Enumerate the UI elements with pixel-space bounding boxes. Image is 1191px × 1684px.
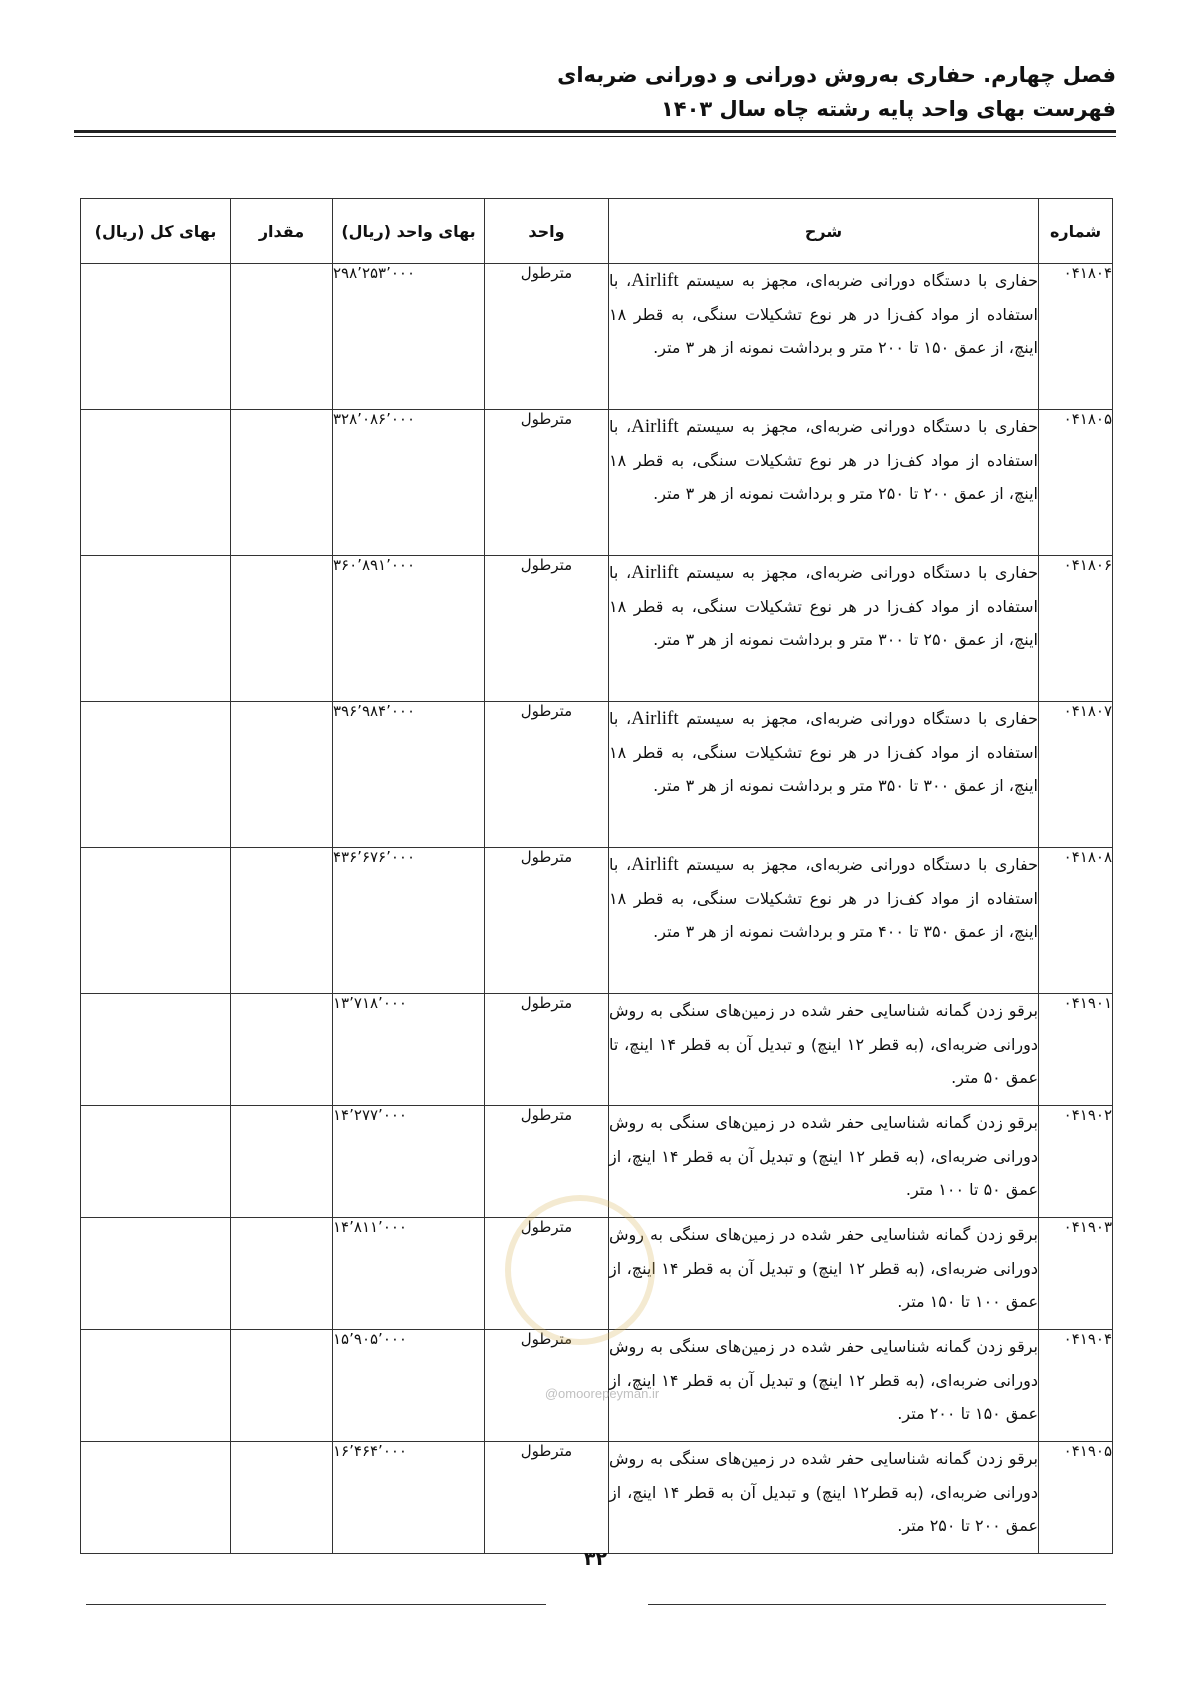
item-qty — [231, 556, 333, 702]
item-description: برقو زدن گمانه شناسایی حفر شده در زمین‌های سنگی به روش دورانی ضربه‌ای، (به قطر ۱۲ اینچ) و تبدیل آن به قطر ۱۴ اینچ، از عمق ۱۵۰ تا ۲۰۰ متر. — [609, 1330, 1039, 1442]
desc-latin: Airlift — [631, 270, 679, 291]
table-row — [81, 264, 1113, 410]
header-divider-thin — [74, 136, 1116, 137]
item-unit-price: ۱۴٬۸۱۱٬۰۰۰ — [333, 1218, 485, 1330]
item-qty — [231, 1106, 333, 1218]
column-header-unit-price: بهای واحد (ریال) — [333, 199, 485, 264]
item-unit-price: ۳۶۰٬۸۹۱٬۰۰۰ — [333, 556, 485, 702]
header-divider — [74, 130, 1116, 133]
item-total — [81, 702, 231, 848]
item-unit-price: ۴۳۶٬۶۷۶٬۰۰۰ — [333, 848, 485, 994]
column-header-qty: مقدار — [231, 199, 333, 264]
desc-text-cont: ، با استفاده از مواد کف‌زا در هر نوع تشکیلات سنگی، به قطر ۱۸ اینچ، از عمق ۳۵۰ تا ۴۰۰ متر و برداشت نمونه از هر ۳ متر. — [609, 855, 1038, 941]
watermark-seal-icon — [505, 1195, 655, 1345]
item-code: ۰۴۱۸۰۸ — [1039, 848, 1113, 994]
item-total — [81, 848, 231, 994]
item-code: ۰۴۱۹۰۲ — [1039, 1106, 1113, 1218]
item-unit-price: ۱۵٬۹۰۵٬۰۰۰ — [333, 1330, 485, 1442]
item-qty — [231, 1218, 333, 1330]
item-unit: مترطول — [485, 1218, 609, 1330]
item-unit-price: ۱۳٬۷۱۸٬۰۰۰ — [333, 994, 485, 1106]
price-table — [80, 198, 1113, 1554]
price-list-title: فهرست بهای واحد پایه رشته چاه سال ۱۴۰۳ — [660, 97, 1116, 121]
item-code: ۰۴۱۸۰۶ — [1039, 556, 1113, 702]
table-row — [81, 556, 1113, 702]
item-qty — [231, 1330, 333, 1442]
item-description — [609, 264, 1039, 410]
item-total — [81, 1106, 231, 1218]
column-header-code: شماره — [1039, 199, 1113, 264]
item-code: ۰۴۱۹۰۴ — [1039, 1330, 1113, 1442]
desc-text: حفاری با دستگاه دورانی ضربه‌ای، مجهز به سیستم — [678, 709, 1039, 728]
item-qty — [231, 264, 333, 410]
desc-latin: Airlift — [631, 416, 679, 437]
footer-divider-right — [648, 1604, 1106, 1605]
item-unit: مترطول — [485, 702, 609, 848]
item-qty — [231, 702, 333, 848]
footer-divider-left — [86, 1604, 546, 1605]
table-row — [81, 702, 1113, 848]
table-row — [81, 994, 1113, 1106]
page-header — [74, 58, 1116, 126]
item-total — [81, 556, 231, 702]
page-number: ۳۲ — [583, 1548, 608, 1570]
table-row — [81, 1442, 1113, 1554]
item-code: ۰۴۱۹۰۱ — [1039, 994, 1113, 1106]
item-code: ۰۴۱۸۰۴ — [1039, 264, 1113, 410]
item-unit-price: ۳۹۶٬۹۸۴٬۰۰۰ — [333, 702, 485, 848]
item-unit: مترطول — [485, 410, 609, 556]
desc-text: حفاری با دستگاه دورانی ضربه‌ای، مجهز به سیستم — [678, 855, 1039, 874]
item-unit: مترطول — [485, 1442, 609, 1554]
column-header-desc: شرح — [609, 199, 1039, 264]
desc-text: حفاری با دستگاه دورانی ضربه‌ای، مجهز به سیستم — [678, 563, 1039, 582]
item-total — [81, 1442, 231, 1554]
table-header-row — [81, 199, 1113, 264]
item-total — [81, 1330, 231, 1442]
item-description — [609, 848, 1039, 994]
table-row — [81, 848, 1113, 994]
item-code: ۰۴۱۸۰۵ — [1039, 410, 1113, 556]
desc-text-cont: ، با استفاده از مواد کف‌زا در هر نوع تشکیلات سنگی، به قطر ۱۸ اینچ، از عمق ۳۰۰ تا ۳۵۰ متر و برداشت نمونه از هر ۳ متر. — [609, 709, 1038, 795]
desc-latin: Airlift — [631, 708, 679, 729]
chapter-title: فصل چهارم. حفاری به‌روش دورانی و دورانی ضربه‌ای — [557, 63, 1116, 87]
desc-text-cont: ، با استفاده از مواد کف‌زا در هر نوع تشکیلات سنگی، به قطر ۱۸ اینچ، از عمق ۲۰۰ تا ۲۵۰ متر و برداشت نمونه از هر ۳ متر. — [609, 417, 1038, 503]
item-unit: مترطول — [485, 1106, 609, 1218]
item-qty — [231, 994, 333, 1106]
column-header-total: بهای کل (ریال) — [81, 199, 231, 264]
item-description — [609, 410, 1039, 556]
desc-text: حفاری با دستگاه دورانی ضربه‌ای، مجهز به سیستم — [678, 271, 1039, 290]
item-code: ۰۴۱۸۰۷ — [1039, 702, 1113, 848]
item-total — [81, 264, 231, 410]
item-unit-price: ۳۲۸٬۰۸۶٬۰۰۰ — [333, 410, 485, 556]
watermark-text: @omoorepeyman.ir — [544, 1386, 660, 1401]
item-unit: مترطول — [485, 264, 609, 410]
desc-text-cont: ، با استفاده از مواد کف‌زا در هر نوع تشکیلات سنگی، به قطر ۱۸ اینچ، از عمق ۱۵۰ تا ۲۰۰ متر و برداشت نمونه از هر ۳ متر. — [609, 271, 1038, 357]
item-qty — [231, 410, 333, 556]
item-description — [609, 556, 1039, 702]
item-description: برقو زدن گمانه شناسایی حفر شده در زمین‌های سنگی به روش دورانی ضربه‌ای، (به قطر ۱۲ اینچ) و تبدیل آن به قطر ۱۴ اینچ، از عمق ۵۰ تا ۱۰۰ متر. — [609, 1106, 1039, 1218]
item-unit: مترطول — [485, 994, 609, 1106]
desc-text: حفاری با دستگاه دورانی ضربه‌ای، مجهز به سیستم — [678, 417, 1039, 436]
item-total — [81, 994, 231, 1106]
item-total — [81, 1218, 231, 1330]
desc-latin: Airlift — [631, 562, 679, 583]
item-unit: مترطول — [485, 556, 609, 702]
item-unit-price: ۱۶٬۴۶۴٬۰۰۰ — [333, 1442, 485, 1554]
item-code: ۰۴۱۹۰۳ — [1039, 1218, 1113, 1330]
item-total — [81, 410, 231, 556]
column-header-unit: واحد — [485, 199, 609, 264]
item-description — [609, 702, 1039, 848]
item-qty — [231, 1442, 333, 1554]
item-unit: مترطول — [485, 1330, 609, 1442]
desc-text-cont: ، با استفاده از مواد کف‌زا در هر نوع تشکیلات سنگی، به قطر ۱۸ اینچ، از عمق ۲۵۰ تا ۳۰۰ متر و برداشت نمونه از هر ۳ متر. — [609, 563, 1038, 649]
item-qty — [231, 848, 333, 994]
item-unit: مترطول — [485, 848, 609, 994]
item-description: برقو زدن گمانه شناسایی حفر شده در زمین‌های سنگی به روش دورانی ضربه‌ای، (به قطر ۱۲ اینچ) و تبدیل آن به قطر ۱۴ اینچ، تا عمق ۵۰ متر. — [609, 994, 1039, 1106]
table-row — [81, 410, 1113, 556]
desc-latin: Airlift — [631, 854, 679, 875]
item-description: برقو زدن گمانه شناسایی حفر شده در زمین‌های سنگی به روش دورانی ضربه‌ای، (به قطر۱۲ اینچ) و تبدیل آن به قطر ۱۴ اینچ، از عمق ۲۰۰ تا ۲۵۰ متر. — [609, 1442, 1039, 1554]
item-unit-price: ۱۴٬۲۷۷٬۰۰۰ — [333, 1106, 485, 1218]
item-unit-price: ۲۹۸٬۲۵۳٬۰۰۰ — [333, 264, 485, 410]
item-code: ۰۴۱۹۰۵ — [1039, 1442, 1113, 1554]
item-description: برقو زدن گمانه شناسایی حفر شده در زمین‌های سنگی به روش دورانی ضربه‌ای، (به قطر ۱۲ اینچ) و تبدیل آن به قطر ۱۴ اینچ، از عمق ۱۰۰ تا ۱۵۰ متر. — [609, 1218, 1039, 1330]
